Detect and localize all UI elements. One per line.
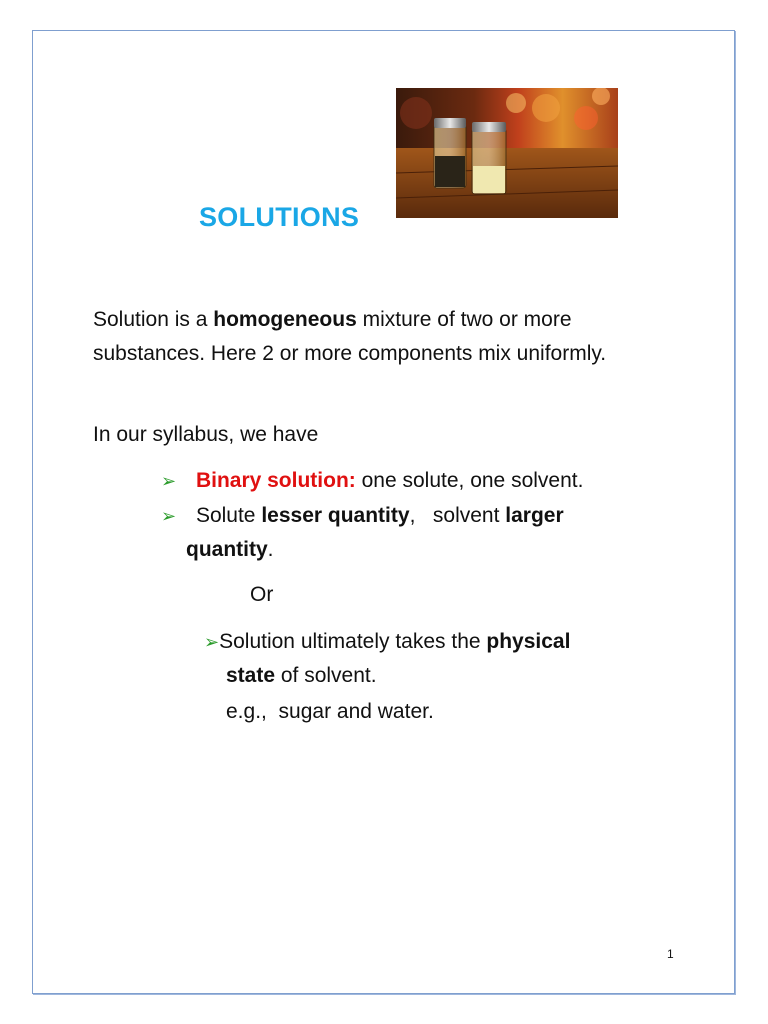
bullet-quantity-continuation (186, 533, 274, 567)
text-span: Solute (195, 504, 262, 527)
bullet-physical-state-continuation (226, 659, 377, 693)
text-span: mixture of two or more substances. Here 2 or more components mix uniformly. (93, 308, 607, 365)
bullet-binary-solution (161, 464, 583, 498)
bold-term: larger (505, 504, 564, 527)
arrow-bullet-icon: ➢ (204, 632, 220, 652)
example-text: e.g., sugar and water. (226, 700, 434, 723)
text-span: one solute, one solvent. (355, 469, 584, 492)
bold-term: lesser quantity (261, 504, 410, 527)
or-text: Or (250, 583, 274, 606)
bullet-quantity (161, 499, 564, 533)
arrow-bullet-icon: ➢ (161, 506, 177, 526)
text-span: Solution ultimately takes the (219, 630, 487, 653)
text-span: , solvent (409, 504, 506, 527)
text-span: Solution is a (93, 308, 214, 331)
bold-term: physical (486, 630, 571, 653)
bullet-physical-state (204, 625, 570, 659)
syllabus-paragraph: In our syllabus, we have (93, 423, 319, 446)
text-span: of solvent. (275, 664, 377, 687)
definition-paragraph (93, 303, 653, 371)
page-number: 1 (667, 947, 674, 961)
text-span: . (267, 538, 274, 561)
arrow-bullet-icon: ➢ (161, 471, 177, 491)
bold-term: quantity (186, 538, 268, 561)
bold-term: homogeneous (213, 308, 357, 331)
salt-pepper-shakers-image (396, 88, 618, 218)
binary-solution-label: Binary solution: (195, 469, 356, 492)
bold-term: state (226, 664, 276, 687)
page-title: SOLUTIONS (199, 202, 360, 232)
